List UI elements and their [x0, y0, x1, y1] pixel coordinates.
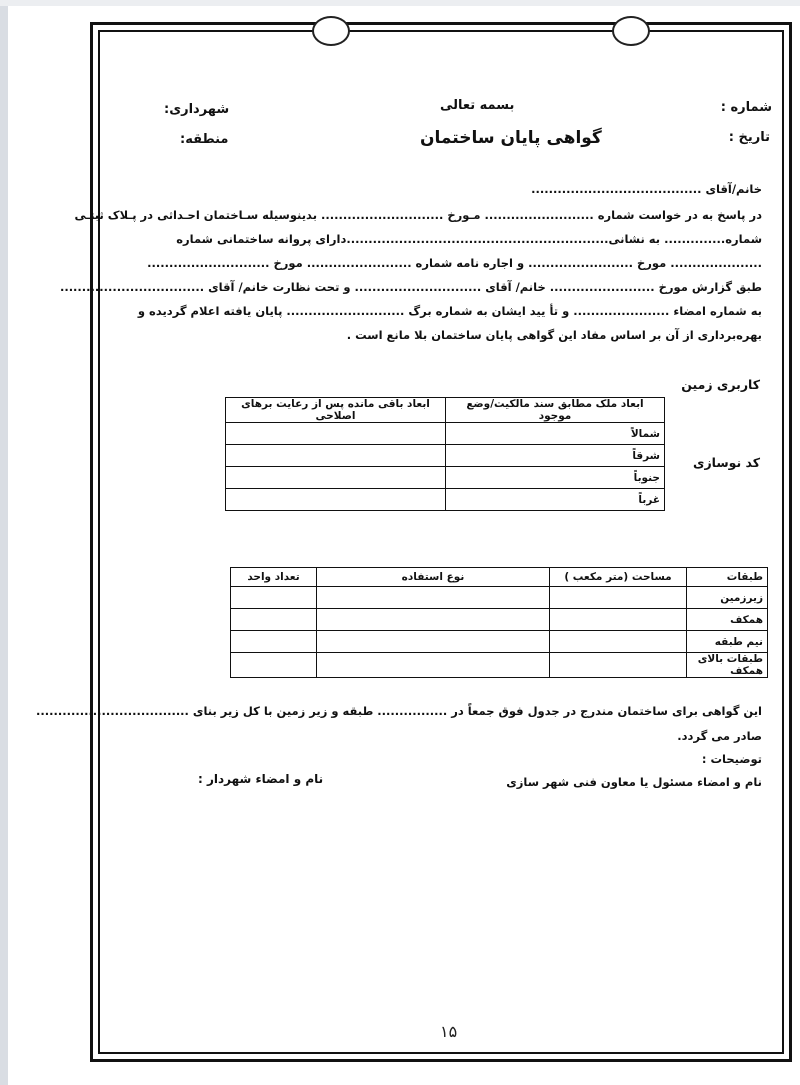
table-header: طبقات — [687, 568, 768, 587]
invocation: بسمه تعالی — [440, 98, 515, 113]
table-cell — [231, 631, 317, 653]
table-cell — [550, 609, 687, 631]
table-cell — [226, 489, 446, 511]
table-cell — [317, 609, 550, 631]
region-label: منطقه: — [180, 132, 229, 147]
dimensions-table — [225, 397, 665, 511]
body-line: در پاسخ به در خواست شماره ......................... مـورخ ............................ بدینوسیله سـاختمان احـداثی در پـلاک ثبتـی — [74, 208, 762, 222]
table-header-row — [231, 568, 768, 587]
page-title: گواهی پایان ساختمان — [420, 128, 602, 148]
scan-edge-top — [0, 0, 800, 6]
punch-hole-icon — [612, 16, 650, 46]
table-cell — [226, 445, 446, 467]
floors-table — [230, 567, 768, 678]
date-label: تاریخ : — [728, 130, 770, 145]
scan-edge — [0, 0, 8, 1085]
table-header-row — [226, 398, 665, 423]
body-line: شماره.............. به نشانی............................................................دارای پروانه ساختمانی شماره — [176, 232, 762, 246]
table-row — [231, 631, 768, 653]
table-cell — [231, 587, 317, 609]
table-cell-label: شرقاً — [446, 445, 665, 467]
table-row — [231, 653, 768, 678]
municipality-label: شهرداری: — [164, 102, 230, 117]
remarks-label: توضیحات : — [701, 752, 762, 766]
table-cell — [317, 587, 550, 609]
table-cell-label: همکف — [687, 609, 768, 631]
table-header: ابعاد ملک مطابق سند مالکیت/وضع موجود — [446, 398, 665, 423]
body-line: خانم/آقای ....................................... — [531, 182, 762, 196]
mayor-signature-label: نام و امضاء شهردار : — [198, 772, 324, 786]
table-header: تعداد واحد — [231, 568, 317, 587]
issuance-line: این گواهی برای ساختمان مندرج در جدول فوق جمعاً در ................ طبقه و زیر زمین با کل زیر بنای ................................... — [36, 704, 762, 718]
page-number: ۱۵ — [440, 1022, 458, 1041]
table-cell-label: نیم طبقه — [687, 631, 768, 653]
table-row — [226, 445, 665, 467]
table-cell — [231, 653, 317, 678]
issued-line: صادر می گردد. — [677, 729, 762, 743]
technical-signature-label: نام و امضاء مسئول یا معاون فنی شهر سازی — [506, 775, 762, 789]
table-cell — [226, 423, 446, 445]
renovation-code-label: کد نوسازی — [692, 455, 760, 470]
table-row — [226, 489, 665, 511]
table-cell — [550, 587, 687, 609]
table-cell-label: شمالاً — [446, 423, 665, 445]
table-cell — [226, 467, 446, 489]
punch-hole-icon — [312, 16, 350, 46]
table-header: ابعاد باقی مانده پس از رعایت برهای اصلاحی — [226, 398, 446, 423]
table-cell — [231, 609, 317, 631]
table-header: نوع استفاده — [317, 568, 550, 587]
table-cell — [317, 631, 550, 653]
table-cell-label: جنوباً — [446, 467, 665, 489]
body-line: بهره‌برداری از آن بر اساس مفاد این گواهی پایان ساختمان بلا مانع است . — [346, 328, 762, 342]
land-use-label: کاربری زمین — [681, 377, 760, 392]
table-row — [231, 587, 768, 609]
table-cell — [317, 653, 550, 678]
body-line: ..................... مورخ ........................ و اجاره نامه شماره ........................ مورخ ............................ — [147, 256, 762, 270]
body-line: به شماره امضاء ...................... و تأ یید ایشان به شماره برگ ........................... پایان یافته اعلام گردیده و — [137, 304, 762, 318]
table-cell — [550, 631, 687, 653]
body-line: طبق گزارش مورخ ........................ خانم/ آقای ............................. و تحت نظارت خانم/ آقای ................................. — [59, 280, 762, 294]
table-cell-label: غرباً — [446, 489, 665, 511]
number-label: شماره : — [720, 100, 772, 115]
table-cell-label: زیرزمین — [687, 587, 768, 609]
table-row — [226, 423, 665, 445]
table-row — [231, 609, 768, 631]
table-header: مساحت (متر مکعب ) — [550, 568, 687, 587]
table-cell — [550, 653, 687, 678]
table-cell-label: طبقات بالای همکف — [687, 653, 768, 678]
table-row — [226, 467, 665, 489]
